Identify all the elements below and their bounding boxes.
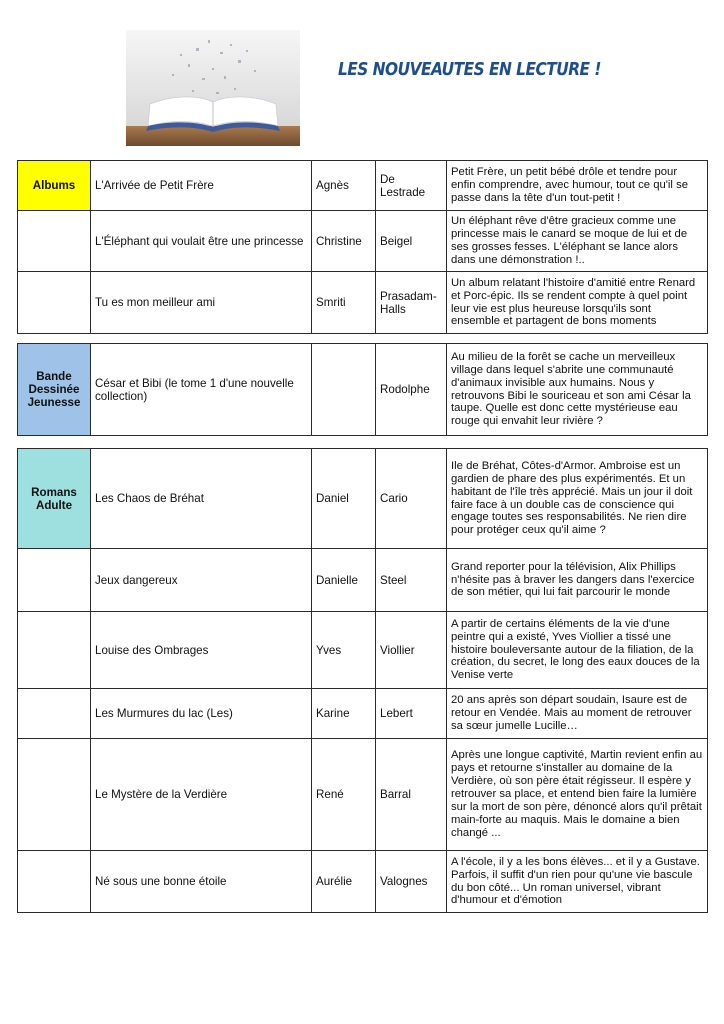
author-firstname: Aurélie bbox=[312, 851, 376, 913]
book-description: Un éléphant rêve d'être gracieux comme une princesse mais le canard se moque de lui et de ses grosses fesses. L'éléphant se lance alors dans une démonstration !.. bbox=[447, 211, 708, 272]
author-lastname: Lebert bbox=[376, 689, 447, 739]
author-firstname: Smriti bbox=[312, 272, 376, 334]
page-title: LES NOUVEAUTES EN LECTURE ! bbox=[338, 60, 601, 80]
book-title: Tu es mon meilleur ami bbox=[91, 272, 312, 334]
book-title: L'Éléphant qui voulait être une princesse bbox=[91, 211, 312, 272]
author-firstname: Daniel bbox=[312, 449, 376, 549]
book-title: Né sous une bonne étoile bbox=[91, 851, 312, 913]
author-firstname: Yves bbox=[312, 612, 376, 689]
book-title: Jeux dangereux bbox=[91, 549, 312, 612]
author-lastname: Prasadam-Halls bbox=[376, 272, 447, 334]
author-firstname: Danielle bbox=[312, 549, 376, 612]
book-title-cell bbox=[91, 344, 312, 436]
book-description: Petit Frère, un petit bébé drôle et tendre pour enfin comprendre, avec humour, tout ce qu'il se passe dans la tête d'un tout-petit ! bbox=[447, 161, 708, 211]
author-lastname: Barral bbox=[376, 739, 447, 851]
category-cell-empty bbox=[18, 211, 91, 272]
author-firstname bbox=[312, 344, 376, 436]
book-description: Après une longue captivité, Martin revient enfin au pays et retourne s'installer au domaine de la Verdière, où son père était régisseur. Il espère y retrouver sa place, et entend bien faire la lumière sur la mort de son père, dénoncé alors qu'il prêtait main-forte au maquis. Mais le domaine a bien changé ... bbox=[447, 739, 708, 851]
author-lastname: Cario bbox=[376, 449, 447, 549]
category-cell: Albums bbox=[18, 161, 91, 211]
table-row bbox=[18, 344, 708, 436]
table-row bbox=[18, 272, 708, 334]
romans-table bbox=[17, 448, 708, 913]
author-firstname: Karine bbox=[312, 689, 376, 739]
book-note: (le tome 1 d'une nouvelle collection) bbox=[95, 376, 294, 403]
book-description: A l'école, il y a les bons élèves... et il y a Gustave. Parfois, il suffit d'un rien pour qu'une vie bascule du bon côté... Un roman universel, vibrant d'humour et d'émotion bbox=[447, 851, 708, 913]
author-lastname: Valognes bbox=[376, 851, 447, 913]
book-description: A partir de certains éléments de la vie d'une peintre qui a existé, Yves Viollier a tissé une histoire bouleversante autour de la filiation, de la création, du secret, le long des eaux douces de la Venise verte bbox=[447, 612, 708, 689]
open-book-image bbox=[126, 30, 300, 146]
bd-table bbox=[17, 343, 708, 436]
category-cell: Romans Adulte bbox=[18, 449, 91, 549]
table-row bbox=[18, 549, 708, 612]
book-description: Grand reporter pour la télévision, Alix Phillips n'hésite pas à braver les dangers dans l'exercice de son métier, qui lui fait parcourir le monde bbox=[447, 549, 708, 612]
author-firstname: René bbox=[312, 739, 376, 851]
book-title: L'Arrivée de Petit Frère bbox=[91, 161, 312, 211]
category-cell-empty bbox=[18, 689, 91, 739]
author-lastname: Beigel bbox=[376, 211, 447, 272]
category-cell: Bande Dessinée Jeunesse bbox=[18, 344, 91, 436]
book-title: Le Mystère de la Verdière bbox=[91, 739, 312, 851]
table-row bbox=[18, 449, 708, 549]
book-title: César et Bibi bbox=[95, 376, 162, 390]
category-cell-empty bbox=[18, 739, 91, 851]
book-description: Ile de Bréhat, Côtes-d'Armor. Ambroise est un gardien de phare des plus expérimentés. Et un habitant de l'île très apprécié. Mais un jour il doit faire face à un double cas de conscience qui engage toutes ses responsabilités. Ne rien dire pour protéger ceux qu'il aime ? bbox=[447, 449, 708, 549]
category-cell-empty bbox=[18, 612, 91, 689]
table-row bbox=[18, 851, 708, 913]
author-lastname: De Lestrade bbox=[376, 161, 447, 211]
albums-table bbox=[17, 160, 708, 334]
category-cell-empty bbox=[18, 272, 91, 334]
table-row bbox=[18, 689, 708, 739]
author-lastname: Viollier bbox=[376, 612, 447, 689]
category-cell-empty bbox=[18, 851, 91, 913]
table-row bbox=[18, 612, 708, 689]
category-cell-empty bbox=[18, 549, 91, 612]
book-description: 20 ans après son départ soudain, Isaure est de retour en Vendée. Mais au moment de retrouver sa sœur jumelle Lucille… bbox=[447, 689, 708, 739]
book-title: Les Chaos de Bréhat bbox=[91, 449, 312, 549]
table-row bbox=[18, 211, 708, 272]
table-row bbox=[18, 161, 708, 211]
author-lastname: Rodolphe bbox=[376, 344, 447, 436]
book-title: Les Murmures du lac (Les) bbox=[91, 689, 312, 739]
book-title: Louise des Ombrages bbox=[91, 612, 312, 689]
book-description: Un album relatant l'histoire d'amitié entre Renard et Porc-épic. Ils se rendent compte à quel point leur vie est plus heureuse lorsqu'ils sont ensemble et partagent de bons moments bbox=[447, 272, 708, 334]
author-firstname: Christine bbox=[312, 211, 376, 272]
author-firstname: Agnès bbox=[312, 161, 376, 211]
book-description: Au milieu de la forêt se cache un merveilleux village dans lequel s'abrite une communauté d'animaux invisible aux humains. Nous y retrouvons Bibi le souriceau et son ami César la taupe. Quelle est donc cette mystérieuse eau rouge qui envahit leur rivière ? bbox=[447, 344, 708, 436]
author-lastname: Steel bbox=[376, 549, 447, 612]
table-row bbox=[18, 739, 708, 851]
